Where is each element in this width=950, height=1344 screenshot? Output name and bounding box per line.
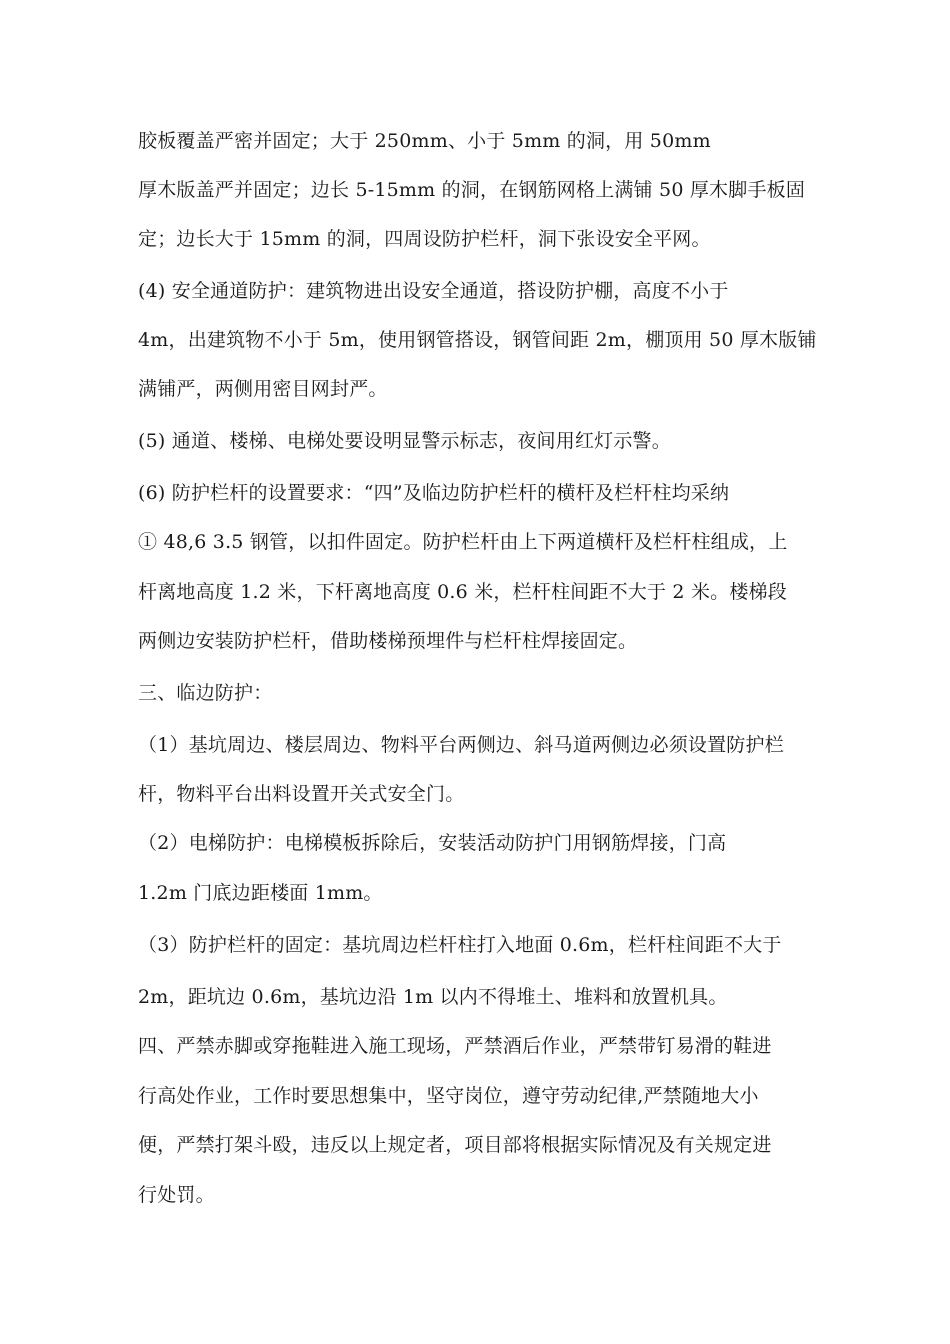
text-line: 定；边长大于 15mm 的洞，四周设防护栏杆，洞下张设安全平网。 — [138, 228, 711, 250]
text-line: 胶板覆盖严密并固定；大于 250mm、小于 5mm 的洞，用 50mm — [138, 130, 711, 152]
text-line: 杆，物料平台出料设置开关式安全门。 — [138, 783, 465, 805]
text-line: 厚木版盖严并固定；边长 5-15mm 的洞，在钢筋网格上满铺 50 厚木脚手板固 — [138, 179, 806, 201]
text-line: 行处罚。 — [138, 1184, 215, 1206]
text-line: 便，严禁打架斗殴，违反以上规定者，项目部将根据实际情况及有关规定进 — [138, 1134, 772, 1156]
text-line: 2m，距坑边 0.6m，基坑边沿 1m 以内不得堆土、堆料和放置机具。 — [138, 986, 728, 1008]
text-line: （3）防护栏杆的固定：基坑周边栏杆柱打入地面 0.6m，栏杆柱间距不大于 — [138, 934, 782, 956]
text-line: （2）电梯防护：电梯模板拆除后，安装活动防护门用钢筋焊接，门高 — [138, 832, 727, 854]
text-line: 行高处作业，工作时要思想集中，坚守岗位，遵守劳动纪律,严禁随地大小 — [138, 1085, 759, 1107]
text-line: (6) 防护栏杆的设置要求：“四”及临边防护栏杆的横杆及栏杆柱均采纳 — [138, 482, 730, 504]
text-line: (4) 安全通道防护：建筑物进出设安全通道，搭设防护棚，高度不小于 — [138, 280, 729, 302]
text-line: 两侧边安装防护栏杆，借助楼梯预埋件与栏杆柱焊接固定。 — [138, 630, 638, 652]
text-line: 4m，出建筑物不小于 5m，使用钢管搭设，钢管间距 2m，棚顶用 50 厚木版铺 — [138, 329, 817, 351]
text-line: ① 48,6 3.5 钢管，以扣件固定。防护栏杆由上下两道横杆及栏杆柱组成，上 — [138, 531, 788, 553]
text-line: （1）基坑周边、楼层周边、物料平台两侧边、斜马道两侧边必须设置防护栏 — [138, 734, 784, 756]
text-line: 满铺严，两侧用密目网封严。 — [138, 378, 388, 400]
text-line: 1.2m 门底边距楼面 1mm。 — [138, 882, 383, 904]
text-line: 四、严禁赤脚或穿拖鞋进入施工现场，严禁酒后作业，严禁带钉易滑的鞋进 — [138, 1035, 772, 1057]
text-line: 杆离地高度 1.2 米，下杆离地高度 0.6 米，栏杆柱间距不大于 2 米。楼梯段 — [138, 581, 787, 603]
text-line: (5) 通道、楼梯、电梯处要设明显警示标志，夜间用红灯示警。 — [138, 430, 671, 452]
section-heading: 三、临边防护： — [138, 682, 273, 704]
